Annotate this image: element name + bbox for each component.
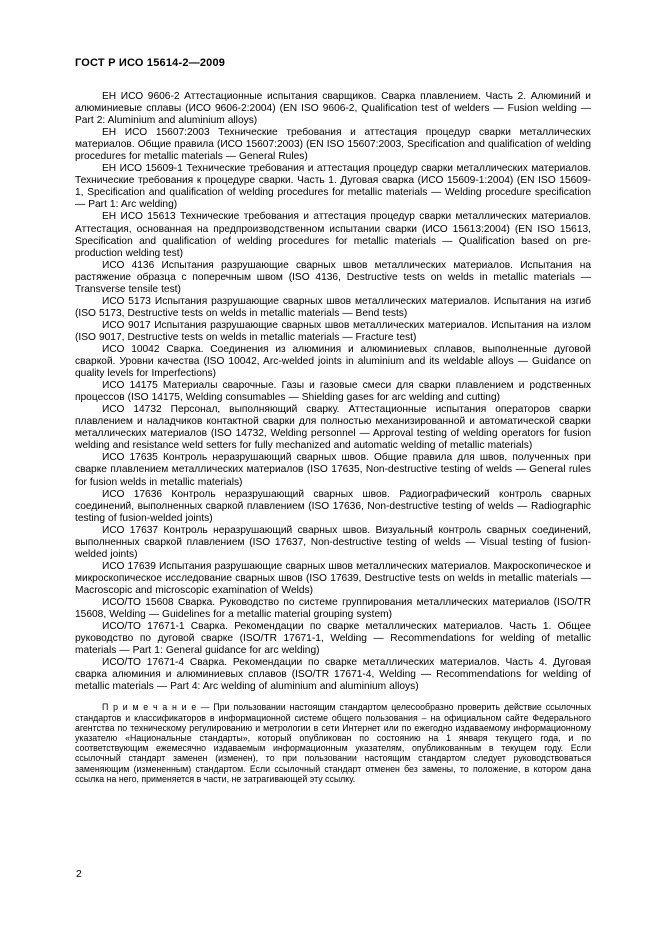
page-number: 2 xyxy=(76,868,82,880)
reference-paragraph: ИСО/ТО 15608 Сварка. Руководство по системе группирования металлических материалов (ISO/TR 15608, Welding — Guidelines for a metallic material grouping system) xyxy=(75,596,591,621)
note-label: П р и м е ч а н и е xyxy=(102,702,197,713)
reference-paragraph: ИСО 17635 Контроль неразрушающий сварных швов. Общие правила для швов, полученных при сварке плавлением металлических материалов (ISO 17635, Non-destructive testing of welds — General rules for fusion welds in metallic materials) xyxy=(75,452,591,488)
reference-paragraph: ЕН ИСО 15607:2003 Технические требования и аттестация процедур сварки металлических материалов. Общие правила (ИСО 15607:2003) (EN ISO 15607:2003, Specification and qualification of welding procedures for metallic materials — General Rules) xyxy=(75,127,591,163)
references-list xyxy=(75,91,591,693)
document-header: ГОСТ Р ИСО 15614-2—2009 xyxy=(75,57,226,69)
reference-paragraph: ИСО 4136 Испытания разрушающие сварных швов металлических материалов. Испытания на растяжение образца с поперечным швом (ISO 4136, Destructive tests on welds in metallic materials — Transverse tensile test) xyxy=(75,259,591,295)
reference-paragraph: ИСО 14175 Материалы сварочные. Газы и газовые смеси для сварки плавлением и родственных процессов (ISO 14175, Welding consumables — Shielding gases for arc welding and cutting) xyxy=(75,380,591,404)
reference-paragraph: ЕН ИСО 15609-1 Технические требования и аттестация процедур сварки металлических материалов. Технические требования к процедуре сварки. Часть 1. Дуговая сварка (ИСО 15609-1:2004) (EN ISO 15609-1, Specification and qualification of welding procedures for metallic materials — Welding procedure specification — Part 1: Arc welding) xyxy=(75,163,591,211)
reference-paragraph: ЕН ИСО 9606-2 Аттестационные испытания сварщиков. Сварка плавлением. Часть 2. Алюминий и алюминиевые сплавы (ИСО 9606-2:2004) (EN ISO 9606-2, Qualification test of welders — Fusion welding — Part 2: Aluminium and aluminium alloys) xyxy=(75,91,591,127)
reference-paragraph: ИСО 17637 Контроль неразрушающий сварных швов. Визуальный контроль сварных соединений, выполненных сваркой плавлением (ISO 17637, Non-destructive testing of welds — Visual testing of fusion-welded joints) xyxy=(75,524,591,560)
references-section xyxy=(75,91,591,784)
note-text: — При пользовании настоящим стандартом целесообразно проверить действие ссылочных стандартов и классификаторов в информационной системе общего пользования – на официальном сайте Федерального агентства по техническому регулированию и метрологии в сети Интернет или по ежегодно издаваемому информационному указателю «Национальные стандарты», который опубликован по состоянию на 1 января текущего года, и по соответствующим ежемесячно издаваемым информационным указателям, опубликованным в текущем году. Если ссылочный стандарт заменен (изменен), то при пользовании настоящим стандартом следует руководствоваться заменяющим (измененным) стандартом. Если ссылочный стандарт отменен без замены, то положение, в котором дана ссылка на него, применяется в части, не затрагивающей эту ссылку. xyxy=(75,702,591,784)
note-paragraph xyxy=(75,702,591,784)
reference-paragraph: ИСО 17636 Контроль неразрушающий сварных швов. Радиографический контроль сварных соединений, выполненных сваркой плавлением (ISO 17636, Non-destructive testing of welds — Radiographic testing of fusion-welded joints) xyxy=(75,488,591,524)
reference-paragraph: ИСО 17639 Испытания разрушающие сварных швов металлических материалов. Макроскопическое и микроскопическое исследование сварных швов (ISO 17639, Destructive tests on welds in metallic materials — Macroscopic and microscopic examination of Welds) xyxy=(75,560,591,596)
reference-paragraph: ИСО 10042 Сварка. Соединения из алюминия и алюминиевых сплавов, выполненные дуговой сваркой. Уровни качества (ISO 10042, Arc-welded joints in aluminium and its weldable alloys — Guidance on quality levels for Imperfections) xyxy=(75,343,591,380)
reference-paragraph: ИСО 5173 Испытания разрушающие сварных швов металлических материалов. Испытания на изгиб (ISO 5173, Destructive tests on welds in metallic materials — Bend tests) xyxy=(75,295,591,319)
reference-paragraph: ИСО 9017 Испытания разрушающие сварных швов металлических материалов. Испытания на излом (ISO 9017, Destructive tests on welds in metallic materials — Fracture test) xyxy=(75,319,591,343)
reference-paragraph: ИСО/ТО 17671-4 Сварка. Рекомендации по сварке металлических материалов. Часть 4. Дуговая сварка алюминия и алюминиевых сплавов (ISO/TR 17671-4, Welding — Recommendations for welding of metallic materials — Part 4: Arc welding of aluminium and aluminium alloys) xyxy=(75,657,591,693)
reference-paragraph: ИСО/ТО 17671-1 Сварка. Рекомендации по сварке металлических материалов. Часть 1. Общее руководство по дуговой сварке (ISO/TR 17671-1, Welding — Recommendations for welding of metallic materials — Part 1: General guidance for arc welding) xyxy=(75,621,591,657)
reference-paragraph: ИСО 14732 Персонал, выполняющий сварку. Аттестационные испытания операторов сварки плавлением и наладчиков контактной сварки для полностью механизированной и автоматической сварки металлических материалов (ISO 14732, Welding personnel — Approval testing of welding operators for fusion welding and resistance weld setters for fully mechanized and automatic welding of metallic materials) xyxy=(75,404,591,452)
reference-paragraph: ЕН ИСО 15613 Технические требования и аттестация процедур сварки металлических материалов. Аттестация, основанная на предпроизводственном испытании сварки (ИСО 15613:2004) (EN ISO 15613, Specification and qualification of welding procedures for metallic materials — Qualification based on pre-production welding test) xyxy=(75,211,591,259)
